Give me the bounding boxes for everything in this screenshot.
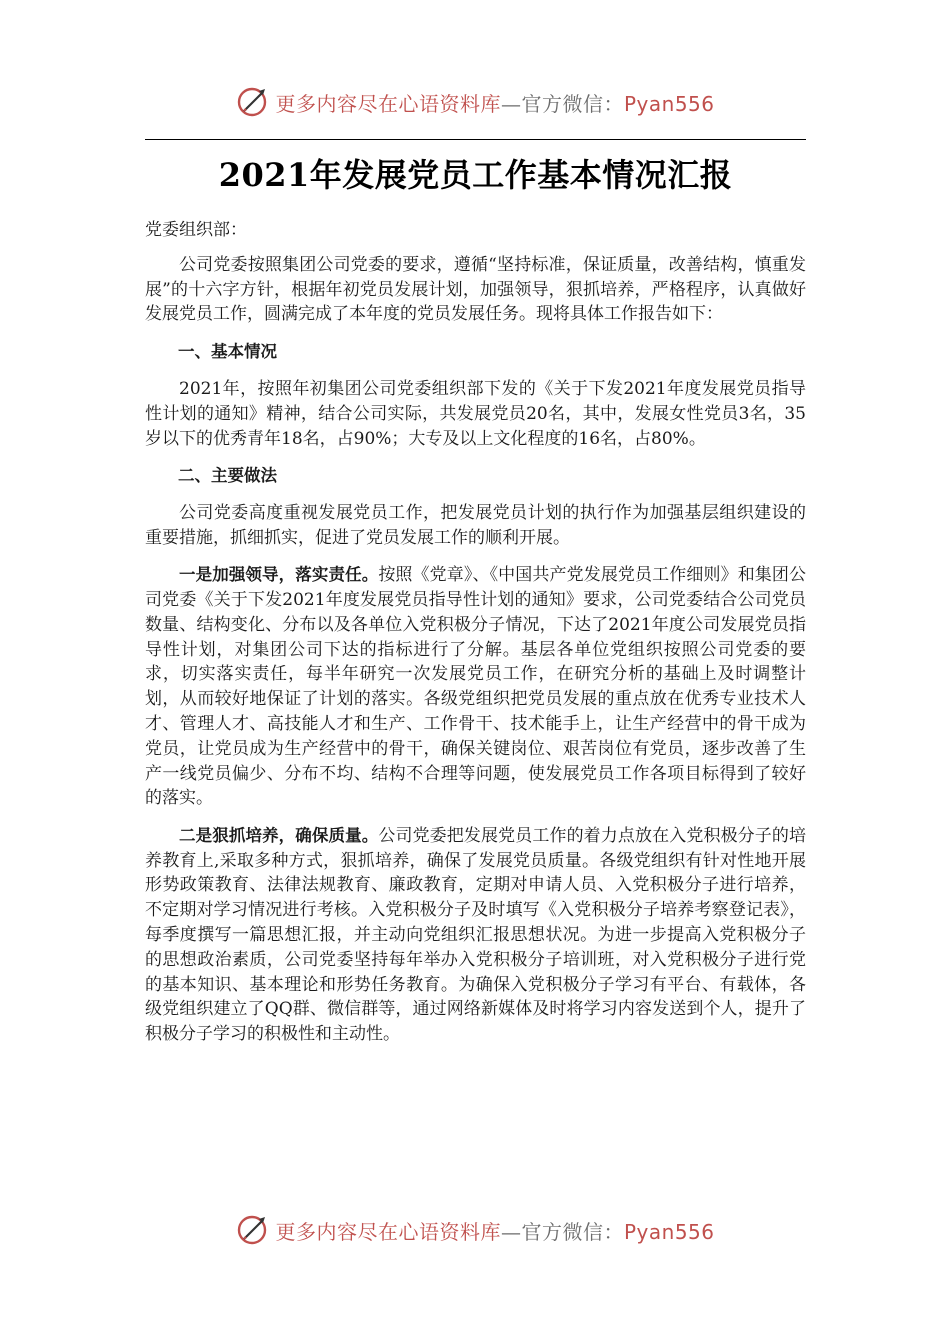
section-heading-methods: 二、主要做法	[178, 465, 277, 485]
pen-logo-icon	[235, 84, 271, 120]
point-leadership-paragraph	[145, 563, 806, 811]
salutation: 党委组织部：	[145, 220, 247, 240]
methods-intro-paragraph: 公司党委高度重视发展党员工作，把发展党员计划的执行作为加强基层组织建设的重要措施，抓细抓实，促进了党员发展工作的顺利开展。	[145, 503, 806, 548]
intro-paragraph: 公司党委按照集团公司党委的要求，遵循“坚持标准，保证质量，改善结构，慎重发展”的十六字方针，根据年初党员发展计划，加强领导，狠抓培养，严格程序，认真做好发展党员工作，圆满完成了本年度的党员发展任务。现将具体工作报告如下：	[145, 254, 806, 325]
point-training-paragraph	[145, 824, 806, 1047]
section-heading-basic: 一、基本情况	[178, 341, 277, 361]
basic-situation-paragraph: 2021年，按照年初集团公司党委组织部下发的《关于下发2021年度发展党员指导性计划的通知》精神，结合公司实际，共发展党员20名，其中，发展女性党员3名，35岁以下的优秀青年18名，占90%；大专及以上文化程度的16名，占80%。	[145, 378, 806, 449]
point-training-lead: 二是狠抓培养，确保质量。	[179, 825, 379, 845]
point-leadership-lead: 一是加强领导，落实责任。	[179, 565, 379, 585]
document-title: 2021年发展党员工作基本情况汇报	[218, 156, 733, 194]
header-watermark-banner	[0, 82, 950, 122]
point-leadership-body: 按照《党章》、《中国共产党发展党员工作细则》和集团公司党委《关于下发2021年度发展党员指导性计划的通知》要求，公司党委结合公司党员数量、结构变化、分布以及各单位入党积极分子情况，下达了2021年度公司发展党员指导性计划，对集团公司下达的指标进行了分解。基层各单位党组织按照公司党委的要求，切实落实责任，每半年研究一次发展党员工作，在研究分析的基础上及时调整计划，从而较好地保证了计划的落实。各级党组织把党员发展的重点放在优秀专业技术人才、管理人才、高技能人才和生产、工作骨干、技术能手上，让生产经营中的骨干成为党员，让党员成为生产经营中的骨干，确保关键岗位、艰苦岗位有党员，逐步改善了生产一线党员偏少、分布不均、结构不合理等问题，使发展党员工作各项目标得到了较好的落实。	[145, 565, 807, 809]
header-rule	[145, 139, 806, 140]
watermark-text: 更多内容尽在心语资料库—官方微信：Pyan556	[275, 1219, 715, 1244]
document-body	[145, 218, 806, 1059]
footer-watermark-banner	[0, 1210, 950, 1250]
point-training-body: 公司党委把发展党员工作的着力点放在入党积极分子的培养教育上,采取多种方式，狠抓培养，确保了发展党员质量。各级党组织有针对性地开展形势政策教育、法律法规教育、廉政教育，定期对申请人员、入党积极分子进行培养，不定期对学习情况进行考核。入党积极分子及时填写《入党积极分子培养考察登记表》，每季度撰写一篇思想汇报，并主动向党组织汇报思想状况。为进一步提高入党积极分子的思想政治素质，公司党委坚持每年举办入党积极分子培训班，对入党积极分子进行党的基本知识、基本理论和形势任务教育。为确保入党积极分子学习有平台、有载体，各级党组织建立了QQ群、微信群等，通过网络新媒体及时将学习内容发送到个人，提升了积极分子学习的积极性和主动性。	[145, 825, 807, 1045]
pen-logo-icon	[235, 1212, 271, 1248]
watermark-text: 更多内容尽在心语资料库—官方微信：Pyan556	[275, 91, 715, 116]
